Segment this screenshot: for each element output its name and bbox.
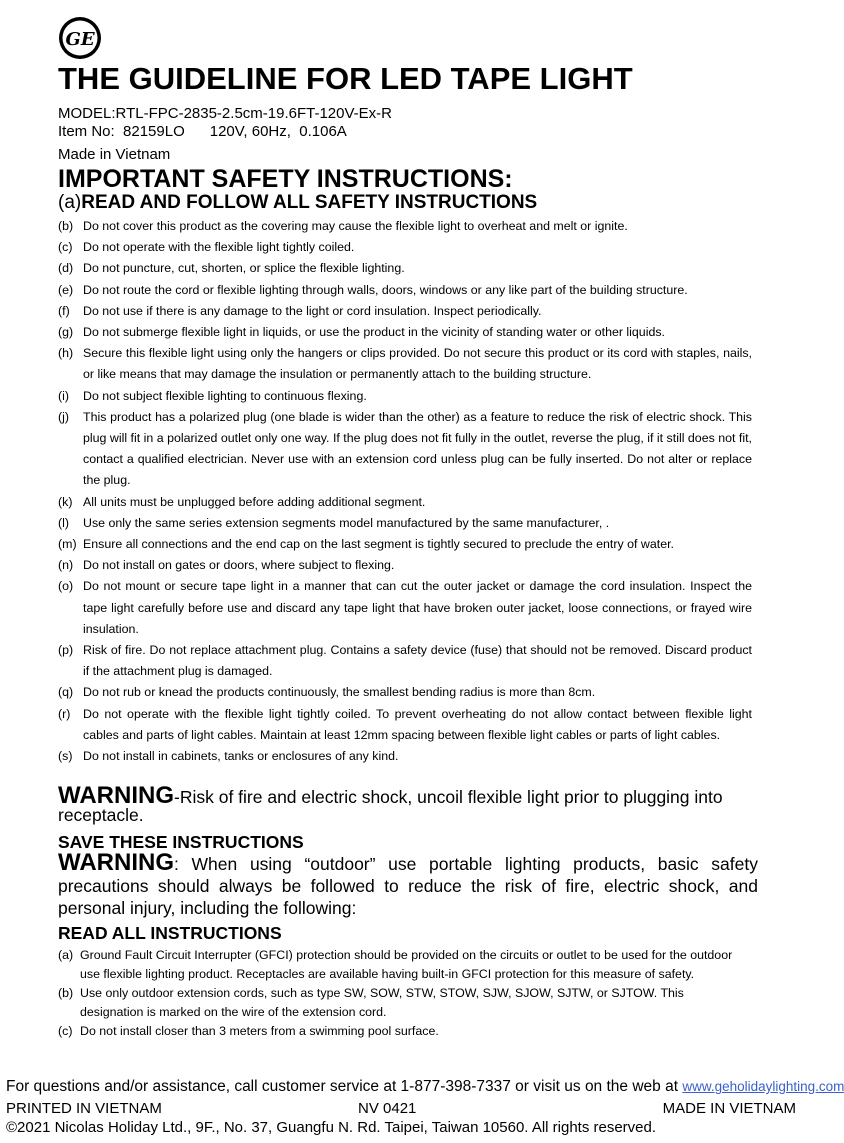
list-item [58, 682, 752, 703]
list-item-label: (i) [58, 388, 70, 403]
list-item [58, 746, 752, 767]
list-item [58, 946, 748, 984]
read-follow-label: (a) [58, 192, 82, 213]
list-item [58, 534, 752, 555]
list-item [58, 513, 752, 534]
made-in: Made in Vietnam [58, 146, 171, 163]
list-item-label: (m) [58, 537, 77, 552]
list-item-label: (c) [58, 1024, 73, 1038]
warning-outdoor [58, 849, 758, 919]
list-item [58, 343, 752, 385]
warning-label: WARNING [58, 782, 174, 809]
list-item-label: (h) [58, 346, 74, 361]
warning-outdoor-label: WARNING [58, 849, 174, 876]
list-item-text: Ground Fault Circuit Interrupter (GFCI) protection should be provided on the circuits or outlet to be used for the outdoor use flexible lighting product. Receptacles are available having built-in GFCI protection for this measure of safety. [80, 948, 733, 981]
list-item-label: (q) [58, 685, 74, 700]
list-item-label: (b) [58, 219, 74, 233]
list-item-text: Do not install closer than 3 meters from a swimming pool surface. [80, 1024, 439, 1038]
list-item-text: Do not operate with the flexible light tightly coiled. [83, 240, 355, 255]
list-item [58, 322, 752, 343]
model-number: MODEL:RTL-FPC-2835-2.5cm-19.6FT-120V-Ex-R [58, 105, 392, 122]
list-item [58, 1022, 748, 1041]
warning-text: -Risk of fire and electric shock, uncoil flexible light prior to plugging into receptacle. [58, 787, 723, 825]
list-item-text: All units must be unplugged before adding additional segment. [83, 494, 426, 509]
ge-logo-text: GE [65, 29, 95, 50]
list-item-text: Do not submerge flexible light in liquids, or use the product in the vicinity of standing water or other liquids. [83, 325, 665, 340]
read-follow-text: READ AND FOLLOW ALL SAFETY INSTRUCTIONS [81, 192, 538, 213]
page-title: THE GUIDELINE FOR LED TAPE LIGHT [58, 61, 633, 96]
list-item [58, 301, 752, 322]
list-item-label: (c) [58, 240, 73, 255]
list-item-label: (o) [58, 579, 74, 594]
list-item-text: Do not subject flexible lighting to continuous flexing. [83, 388, 367, 403]
list-item-label: (a) [58, 948, 74, 962]
list-item-text: Do not use if there is any damage to the light or cord insulation. Inspect periodically. [83, 303, 542, 318]
contact-text: For questions and/or assistance, call customer service at 1-877-398-7337 or visit us on the web at [6, 1078, 683, 1095]
list-item-label: (j) [58, 409, 70, 424]
important-safety-heading: IMPORTANT SAFETY INSTRUCTIONS: [58, 165, 513, 193]
list-item [58, 555, 752, 576]
list-item-text: Do not install in cabinets, tanks or enclosures of any kind. [83, 749, 399, 764]
list-item-text: Do not mount or secure tape light in a manner that can cut the outer jacket or damage the cord insulation. Inspect the tape light carefully before use and discard any tape light that have broken outer jacket, loose connections, or frayed wire insulation. [83, 579, 752, 636]
list-item [58, 407, 752, 492]
list-item-label: (e) [58, 282, 74, 297]
list-item-label: (k) [58, 494, 73, 509]
list-item-text: Ensure all connections and the end cap on the last segment is tightly secured to preclude the entry of water. [83, 537, 674, 552]
save-instructions-heading: SAVE THESE INSTRUCTIONS [58, 832, 304, 852]
list-item [58, 640, 752, 682]
list-item-label: (p) [58, 643, 74, 658]
list-item-label: (r) [58, 706, 71, 721]
list-item [58, 704, 752, 746]
list-item-text: This product has a polarized plug (one blade is wider than the other) as a feature to reduce the risk of electric shock. This plug will fit in a polarized outlet only one way. If the plug does not fit fully in the outlet, reverse the plug, if it still does not fit, contact a qualified electrician. Never use with an extension cord unless plug can be fully inserted. Do not alter or replace the plug. [83, 409, 752, 488]
list-item-text: Do not rub or knead the products continuously, the smallest bending radius is more than 8cm. [83, 685, 596, 700]
list-item [58, 237, 752, 258]
outdoor-instructions-list [58, 946, 748, 1041]
read-follow-heading [58, 191, 537, 215]
list-item-label: (n) [58, 558, 74, 573]
item-info: Item No: 82159LO 120V, 60Hz, 0.106A [58, 123, 347, 140]
list-item [58, 280, 752, 301]
website-link[interactable]: www.geholidaylighting.com [682, 1079, 844, 1094]
safety-instructions-list [58, 216, 752, 767]
list-item-text: Do not route the cord or flexible lighting through walls, doors, windows or any like part of the building structure. [83, 282, 688, 297]
list-item [58, 216, 752, 237]
list-item [58, 984, 748, 1022]
list-item-label: (f) [58, 303, 70, 318]
list-item-text: Do not operate with the flexible light tightly coiled. To prevent overheating do not allow contact between flexible light cables and parts of light cables. Maintain at least 12mm spacing between flexible light cables or parts of light cables. [83, 706, 752, 742]
list-item-text: Risk of fire. Do not replace attachment plug. Contains a safety device (fuse) that should not be removed. Discard product if the attachment plug is damaged. [83, 643, 752, 679]
list-item-text: Use only outdoor extension cords, such as type SW, SOW, STW, STOW, SJW, SJOW, SJTW, or SJTOW. This designation is marked on the wire of the extension cord. [80, 986, 684, 1019]
list-item [58, 492, 752, 513]
printed-in: PRINTED IN VIETNAM [6, 1100, 162, 1117]
ge-logo-icon [58, 16, 102, 60]
list-item-text: Secure this flexible light using only the hangers or clips provided. Do not secure this product or its cord with staples, nails, or like means that may damage the insulation or permanently attach to the building structure. [83, 346, 752, 382]
list-item-label: (s) [58, 749, 73, 764]
made-in-footer: MADE IN VIETNAM [662, 1100, 796, 1117]
print-code: NV 0421 [358, 1100, 417, 1117]
copyright: ©2021 Nicolas Holiday Ltd., 9F., No. 37, Guangfu N. Rd. Taipei, Taiwan 10560. All rights reserved. [6, 1119, 657, 1136]
list-item-text: Use only the same series extension segments model manufactured by the same manufacturer, . [83, 515, 610, 530]
list-item-label: (g) [58, 325, 74, 340]
list-item-label: (l) [58, 515, 70, 530]
warning-fire-shock [58, 782, 788, 825]
contact-line [6, 1077, 844, 1096]
list-item-label: (d) [58, 261, 74, 276]
list-item-label: (b) [58, 986, 74, 1000]
list-item [58, 386, 752, 407]
list-item [58, 258, 752, 279]
list-item [58, 576, 752, 640]
list-item-text: Do not install on gates or doors, where subject to flexing. [83, 558, 395, 573]
warning-outdoor-text: : When using “outdoor” use portable lighting products, basic safety precautions should always be followed to reduce the risk of fire, electric shock, and personal injury, including the following: [58, 854, 758, 918]
read-all-heading: READ ALL INSTRUCTIONS [58, 923, 282, 943]
list-item-text: Do not cover this product as the covering may cause the flexible light to overheat and melt or ignite. [83, 219, 628, 233]
list-item-text: Do not puncture, cut, shorten, or splice the flexible lighting. [83, 261, 405, 276]
